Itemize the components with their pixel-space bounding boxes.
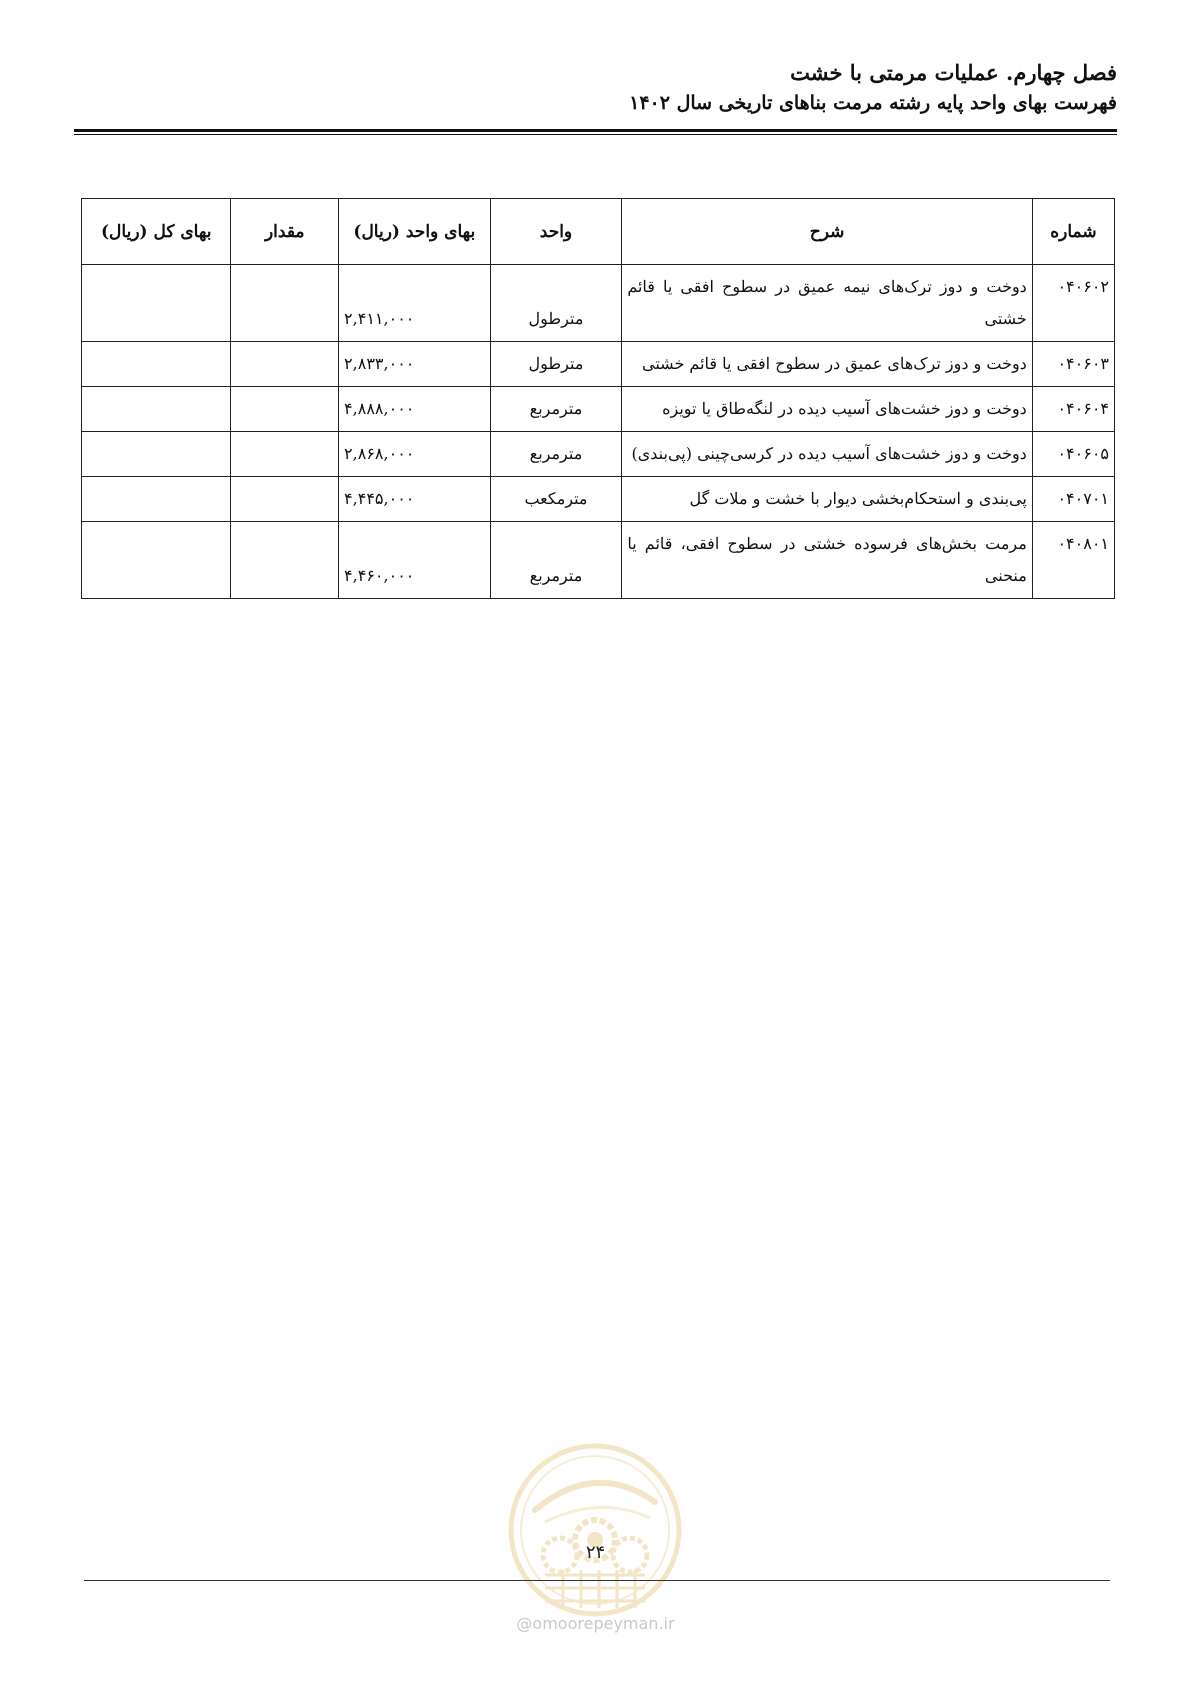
header-code: شماره — [1032, 199, 1114, 265]
table-row — [82, 432, 1115, 477]
row-quantity — [231, 387, 339, 432]
website-label[interactable]: @omoorepeyman.ir — [516, 1614, 675, 1633]
row-code: ۰۴۰۷۰۱ — [1032, 477, 1114, 522]
table-row — [82, 522, 1115, 599]
row-unit: مترطول — [490, 265, 622, 342]
row-description: دوخت و دوز ترک‌های نیمه عمیق در سطوح افقی یا قائم خشتی — [622, 265, 1032, 342]
row-description: دوخت و دوز خشت‌های آسیب دیده در لنگه‌طاق یا تویزه — [622, 387, 1032, 432]
document-subtitle: فهرست بهای واحد پایه رشته مرمت بناهای تاریخی سال ۱۴۰۲ — [629, 92, 1117, 114]
row-code: ۰۴۰۶۰۴ — [1032, 387, 1114, 432]
watermark-logo — [505, 1440, 685, 1620]
row-code: ۰۴۰۶۰۲ — [1032, 265, 1114, 342]
header-total-price: بهای کل (ریال) — [82, 199, 231, 265]
page-number: ۲۴ — [585, 1542, 606, 1563]
row-unit: مترطول — [490, 342, 622, 387]
row-unit-price: ۲,۸۳۳,۰۰۰ — [339, 342, 491, 387]
header-unit: واحد — [490, 199, 622, 265]
header-divider-thick — [74, 129, 1117, 132]
header-quantity: مقدار — [231, 199, 339, 265]
row-unit-price: ۴,۸۸۸,۰۰۰ — [339, 387, 491, 432]
header-divider-thin — [74, 134, 1117, 135]
footer-divider — [84, 1580, 1110, 1581]
table-row — [82, 387, 1115, 432]
row-unit: مترمکعب — [490, 477, 622, 522]
header-description: شرح — [622, 199, 1032, 265]
table-row — [82, 265, 1115, 342]
row-total-price — [82, 522, 231, 599]
row-unit-price: ۲,۸۶۸,۰۰۰ — [339, 432, 491, 477]
row-code: ۰۴۰۶۰۳ — [1032, 342, 1114, 387]
unit-price-table — [81, 198, 1115, 599]
row-total-price — [82, 432, 231, 477]
row-code: ۰۴۰۸۰۱ — [1032, 522, 1114, 599]
row-total-price — [82, 342, 231, 387]
row-quantity — [231, 342, 339, 387]
row-unit-price: ۴,۴۶۰,۰۰۰ — [339, 522, 491, 599]
row-quantity — [231, 432, 339, 477]
row-total-price — [82, 477, 231, 522]
row-unit-price: ۲,۴۱۱,۰۰۰ — [339, 265, 491, 342]
chapter-title: فصل چهارم. عملیات مرمتی با خشت — [790, 60, 1117, 85]
table-row — [82, 342, 1115, 387]
row-total-price — [82, 387, 231, 432]
row-unit-price: ۴,۴۴۵,۰۰۰ — [339, 477, 491, 522]
row-description: دوخت و دوز ترک‌های عمیق در سطوح افقی یا قائم خشتی — [622, 342, 1032, 387]
row-description: مرمت بخش‌های فرسوده خشتی در سطوح افقی، قائم یا منحنی — [622, 522, 1032, 599]
row-quantity — [231, 522, 339, 599]
table-row — [82, 477, 1115, 522]
row-quantity — [231, 265, 339, 342]
header-unit-price: بهای واحد (ریال) — [339, 199, 491, 265]
row-unit: مترمربع — [490, 522, 622, 599]
page-header — [74, 58, 1117, 118]
row-description: پی‌بندی و استحکام‌بخشی دیوار با خشت و ملات گل — [622, 477, 1032, 522]
row-unit: مترمربع — [490, 387, 622, 432]
row-total-price — [82, 265, 231, 342]
row-description: دوخت و دوز خشت‌های آسیب دیده در کرسی‌چینی (پی‌بندی) — [622, 432, 1032, 477]
row-unit: مترمربع — [490, 432, 622, 477]
row-quantity — [231, 477, 339, 522]
gear-seal-logo-icon — [505, 1440, 685, 1620]
table-header-row — [82, 199, 1115, 265]
row-code: ۰۴۰۶۰۵ — [1032, 432, 1114, 477]
